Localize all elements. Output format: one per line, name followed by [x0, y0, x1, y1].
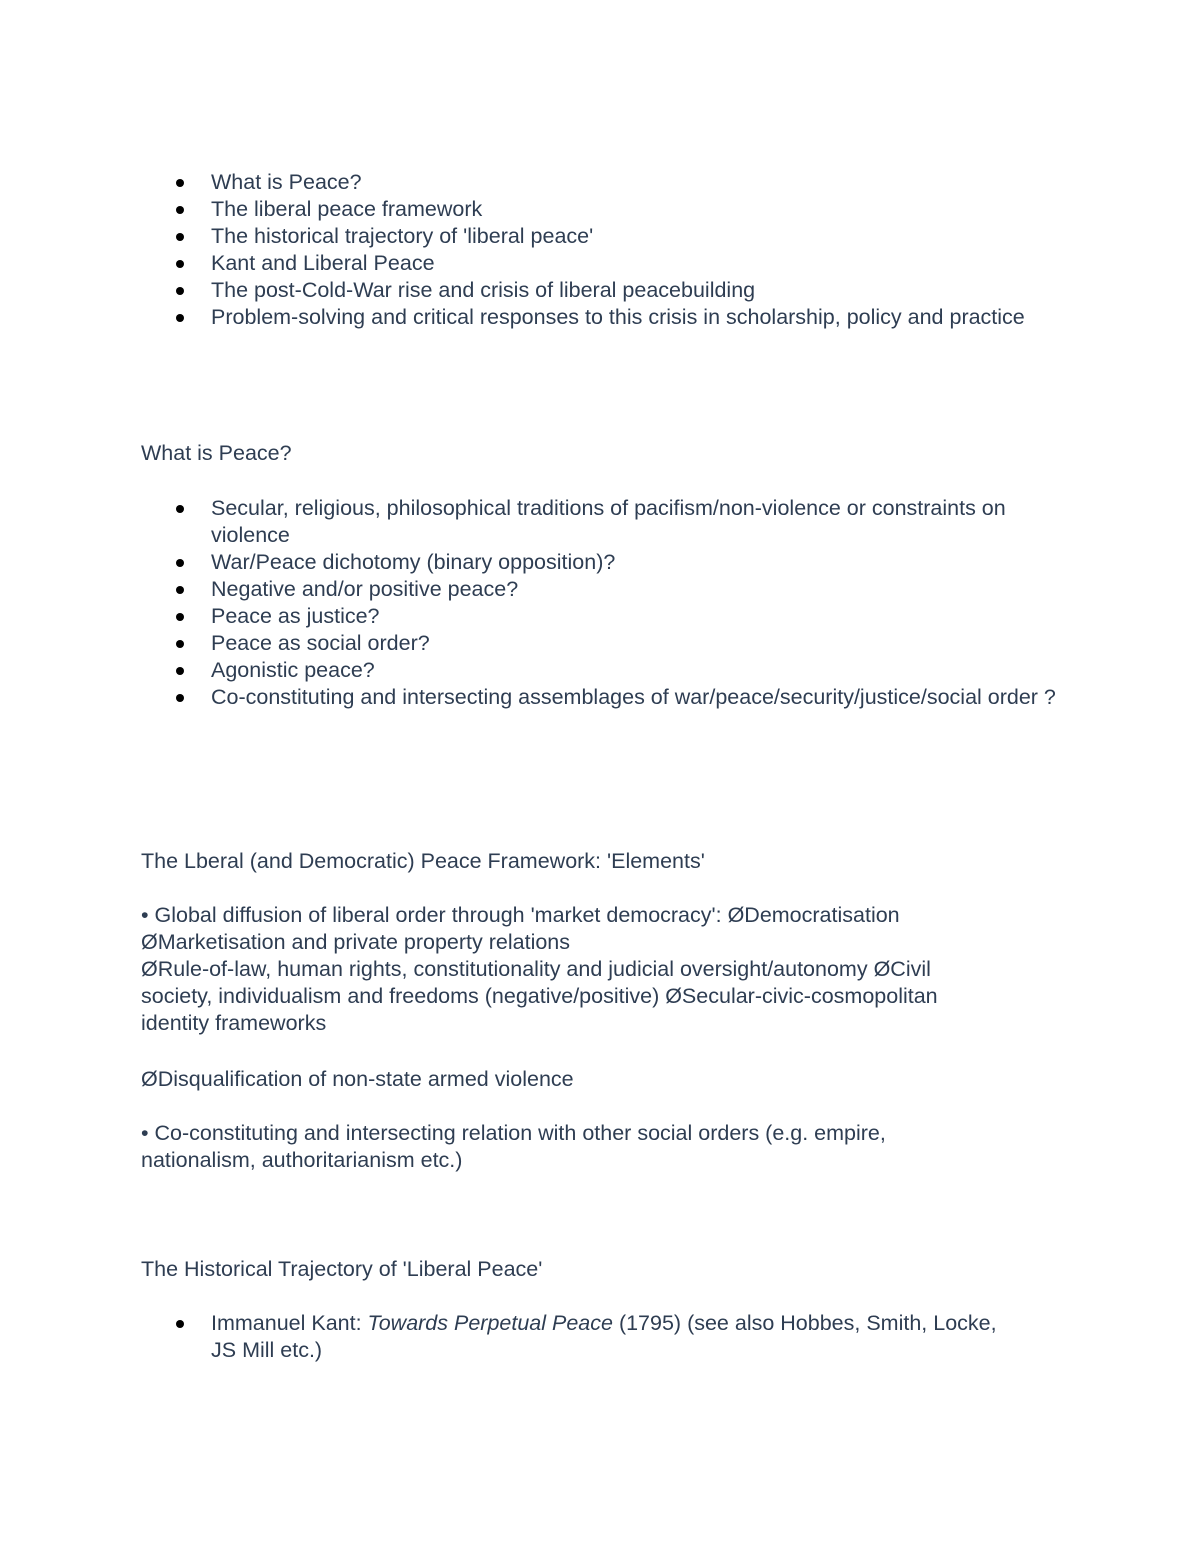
paragraph-line: ØMarketisation and private property relations [141, 930, 571, 954]
list-item: Agonistic peace? [211, 657, 1071, 684]
what-is-peace-list [211, 495, 1071, 711]
paragraph-line: identity frameworks [141, 1011, 327, 1035]
list-item: The post-Cold-War rise and crisis of liberal peacebuilding [211, 277, 1071, 304]
list-item: Peace as social order? [211, 630, 1071, 657]
list-item: Secular, religious, philosophical traditions of pacifism/non-violence or constraints on violence [211, 495, 1071, 549]
list-item: The liberal peace framework [211, 196, 1071, 223]
disqualification-paragraph: ØDisqualification of non-state armed violence [141, 1067, 574, 1091]
paragraph-line: • Co-constituting and intersecting relation with other social orders (e.g. empire, [141, 1121, 886, 1145]
framework-elements-paragraph [141, 902, 1041, 1037]
list-item [211, 1310, 1011, 1364]
trajectory-list [211, 1310, 1011, 1364]
paragraph-line: • Global diffusion of liberal order through 'market democracy': ØDemocratisation [141, 903, 900, 927]
paragraph-line: nationalism, authoritarianism etc.) [141, 1148, 463, 1172]
list-item: Kant and Liberal Peace [211, 250, 1071, 277]
co-constituting-paragraph [141, 1120, 1041, 1174]
list-item: Negative and/or positive peace? [211, 576, 1071, 603]
section-heading-framework: The Lberal (and Democratic) Peace Framework: 'Elements' [141, 849, 705, 873]
book-title: Towards Perpetual Peace [367, 1311, 613, 1335]
list-item: What is Peace? [211, 169, 1071, 196]
section-heading-what-is-peace: What is Peace? [141, 441, 292, 465]
outline-list [211, 169, 1071, 331]
list-item: The historical trajectory of 'liberal peace' [211, 223, 1071, 250]
kant-text: Immanuel Kant: [211, 1311, 368, 1335]
kant-text-rest: (1795) (see also Hobbes, Smith, Locke, JS Mill etc.) [211, 1311, 997, 1362]
list-item: Co-constituting and intersecting assemblages of war/peace/security/justice/social order ? [211, 684, 1071, 711]
list-item: Peace as justice? [211, 603, 1071, 630]
section-heading-trajectory: The Historical Trajectory of 'Liberal Peace' [141, 1257, 543, 1281]
list-item: Problem-solving and critical responses to this crisis in scholarship, policy and practice [211, 304, 1071, 331]
list-item: War/Peace dichotomy (binary opposition)? [211, 549, 1071, 576]
paragraph-line: ØRule-of-law, human rights, constitutionality and judicial oversight/autonomy ØCivil [141, 957, 931, 981]
paragraph-line: society, individualism and freedoms (negative/positive) ØSecular-civic-cosmopolitan [141, 984, 938, 1008]
